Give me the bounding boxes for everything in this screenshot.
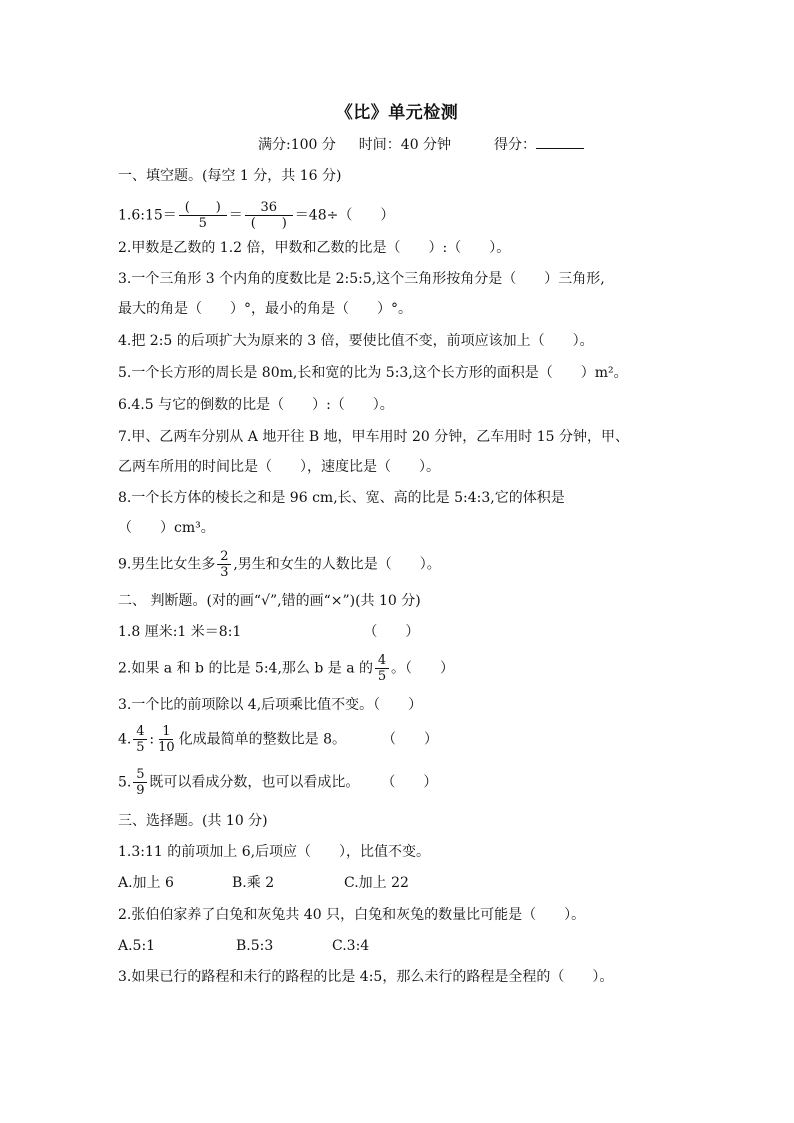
s2-question-2: 2.如果 a 和 b 的比是 5:4,那么 b 是 a 的 $\frac{4}{5}$ 。（ ）: [118, 653, 455, 684]
s1-question-5: 5.一个长方形的周长是 80m,长和宽的比为 5:3,这个长方形的面积是（ ）m²。: [118, 365, 628, 381]
s3-q1-options: [118, 873, 409, 893]
s2-q5-answer-paren[interactable]: （ ）: [381, 774, 438, 791]
s1-question-7a: 7.甲、乙两车分别从 A 地开往 B 地，甲车用时 20 分钟，乙车用时 15 分钟，甲、: [118, 429, 629, 445]
s1-q1-fraction-1: $\frac{( )}{5}$: [179, 200, 227, 231]
s3-question-3: 3.如果已行的路程和未行的路程的比是 4:5，那么未行的路程是全程的（ ）。: [118, 969, 614, 985]
s3-q2-option-c[interactable]: C.3:4: [332, 938, 370, 954]
exam-meta: [258, 134, 584, 154]
s1-question-4: 4.把 2:5 的后项扩大为原来的 3 倍，要使比值不变，前项应该加上（ ）。: [118, 333, 594, 349]
section2-heading: 二、 判断题。(对的画“√”,错的画“×”)(共 10 分): [118, 593, 421, 609]
s2-q1-answer-paren[interactable]: （ ）: [363, 624, 420, 640]
s1-q9-fraction: $\frac{2}{3}$: [217, 549, 231, 580]
s2-q2-fraction: $\frac{4}{5}$: [375, 653, 389, 684]
s1-question-2: 2.甲数是乙数的 1.2 倍，甲数和乙数的比是（ ）:（ ）。: [118, 240, 511, 256]
s2-question-1: 1.8 厘米:1 米＝8:1 （ ）: [118, 624, 420, 640]
s1-question-6: 6.4.5 与它的倒数的比是（ ）:（ ）。: [118, 397, 394, 413]
s3-q2-option-b[interactable]: B.5:3: [236, 938, 274, 954]
s2-q4-fraction-1: $\frac{4}{5}$: [133, 724, 147, 755]
s1-q1-fraction-2: $\frac{36}{( )}$: [245, 200, 293, 231]
score-blank[interactable]: [536, 136, 584, 149]
s3-q2-option-a[interactable]: A.5:1: [118, 938, 156, 954]
s1-question-3b: 最大的角是（ ）°，最小的角是（ ）°。: [118, 301, 412, 317]
s3-question-2: 2.张伯伯家养了白兔和灰兔共 40 只，白兔和灰兔的数量比可能是（ ）。: [118, 907, 586, 923]
score-label: 得分：: [493, 137, 536, 153]
s2-question-3: 3.一个比的前项除以 4,后项乘比值不变。（ ）: [118, 697, 423, 713]
s1-question-3a: 3.一个三角形 3 个内角的度数比是 2:5:5,这个三角形按角分是（ ）三角形,: [118, 271, 605, 287]
s3-q1-option-b[interactable]: B.乘 2: [232, 875, 275, 891]
s1-question-8a: 8.一个长方体的棱长之和是 96 cm,长、宽、高的比是 5:4:3,它的体积是: [118, 490, 565, 506]
s3-q1-option-c[interactable]: C.加上 22: [344, 875, 409, 891]
section1-heading: 一、填空题。(每空 1 分，共 16 分): [118, 168, 342, 184]
page-title: 《比》单元检测: [335, 103, 459, 123]
s2-question-5: 5. $\frac{5}{9}$ 既可以看成分数，也可以看成比。 （ ）: [118, 767, 438, 798]
time-limit: 时间：40 分钟: [358, 137, 452, 153]
s2-q4-answer-paren[interactable]: （ ）: [381, 731, 438, 748]
s1-question-9: 9.男生比女生多 $\frac{2}{3}$ ,男生和女生的人数比是（ ）。: [118, 549, 441, 580]
section3-heading: 三、选择题。(共 10 分): [118, 813, 268, 829]
s2-question-4: 4. $\frac{4}{5}$ : $\frac{1}{10}$ 化成最简单的整数比是 8。 （ ）: [118, 724, 438, 755]
s1-question-8b: （ ）cm³。: [118, 520, 215, 536]
s3-q1-option-a[interactable]: A.加上 6: [118, 875, 174, 891]
s3-question-1: 1.3:11 的前项加上 6,后项应（ ），比值不变。: [118, 844, 431, 860]
s1-question-1: 1.6:15＝ $\frac{( )}{5}$ ＝ $\frac{36}{( )}$ ＝48÷（ ）: [118, 200, 395, 231]
full-score: 满分:100 分: [258, 137, 336, 153]
s1-question-7b: 乙两车所用的时间比是（ ），速度比是（ ）。: [118, 459, 440, 475]
s2-q5-fraction: $\frac{5}{9}$: [133, 767, 147, 798]
s2-q4-fraction-2: $\frac{1}{10}$: [158, 724, 175, 755]
s3-q2-options: [118, 936, 369, 956]
